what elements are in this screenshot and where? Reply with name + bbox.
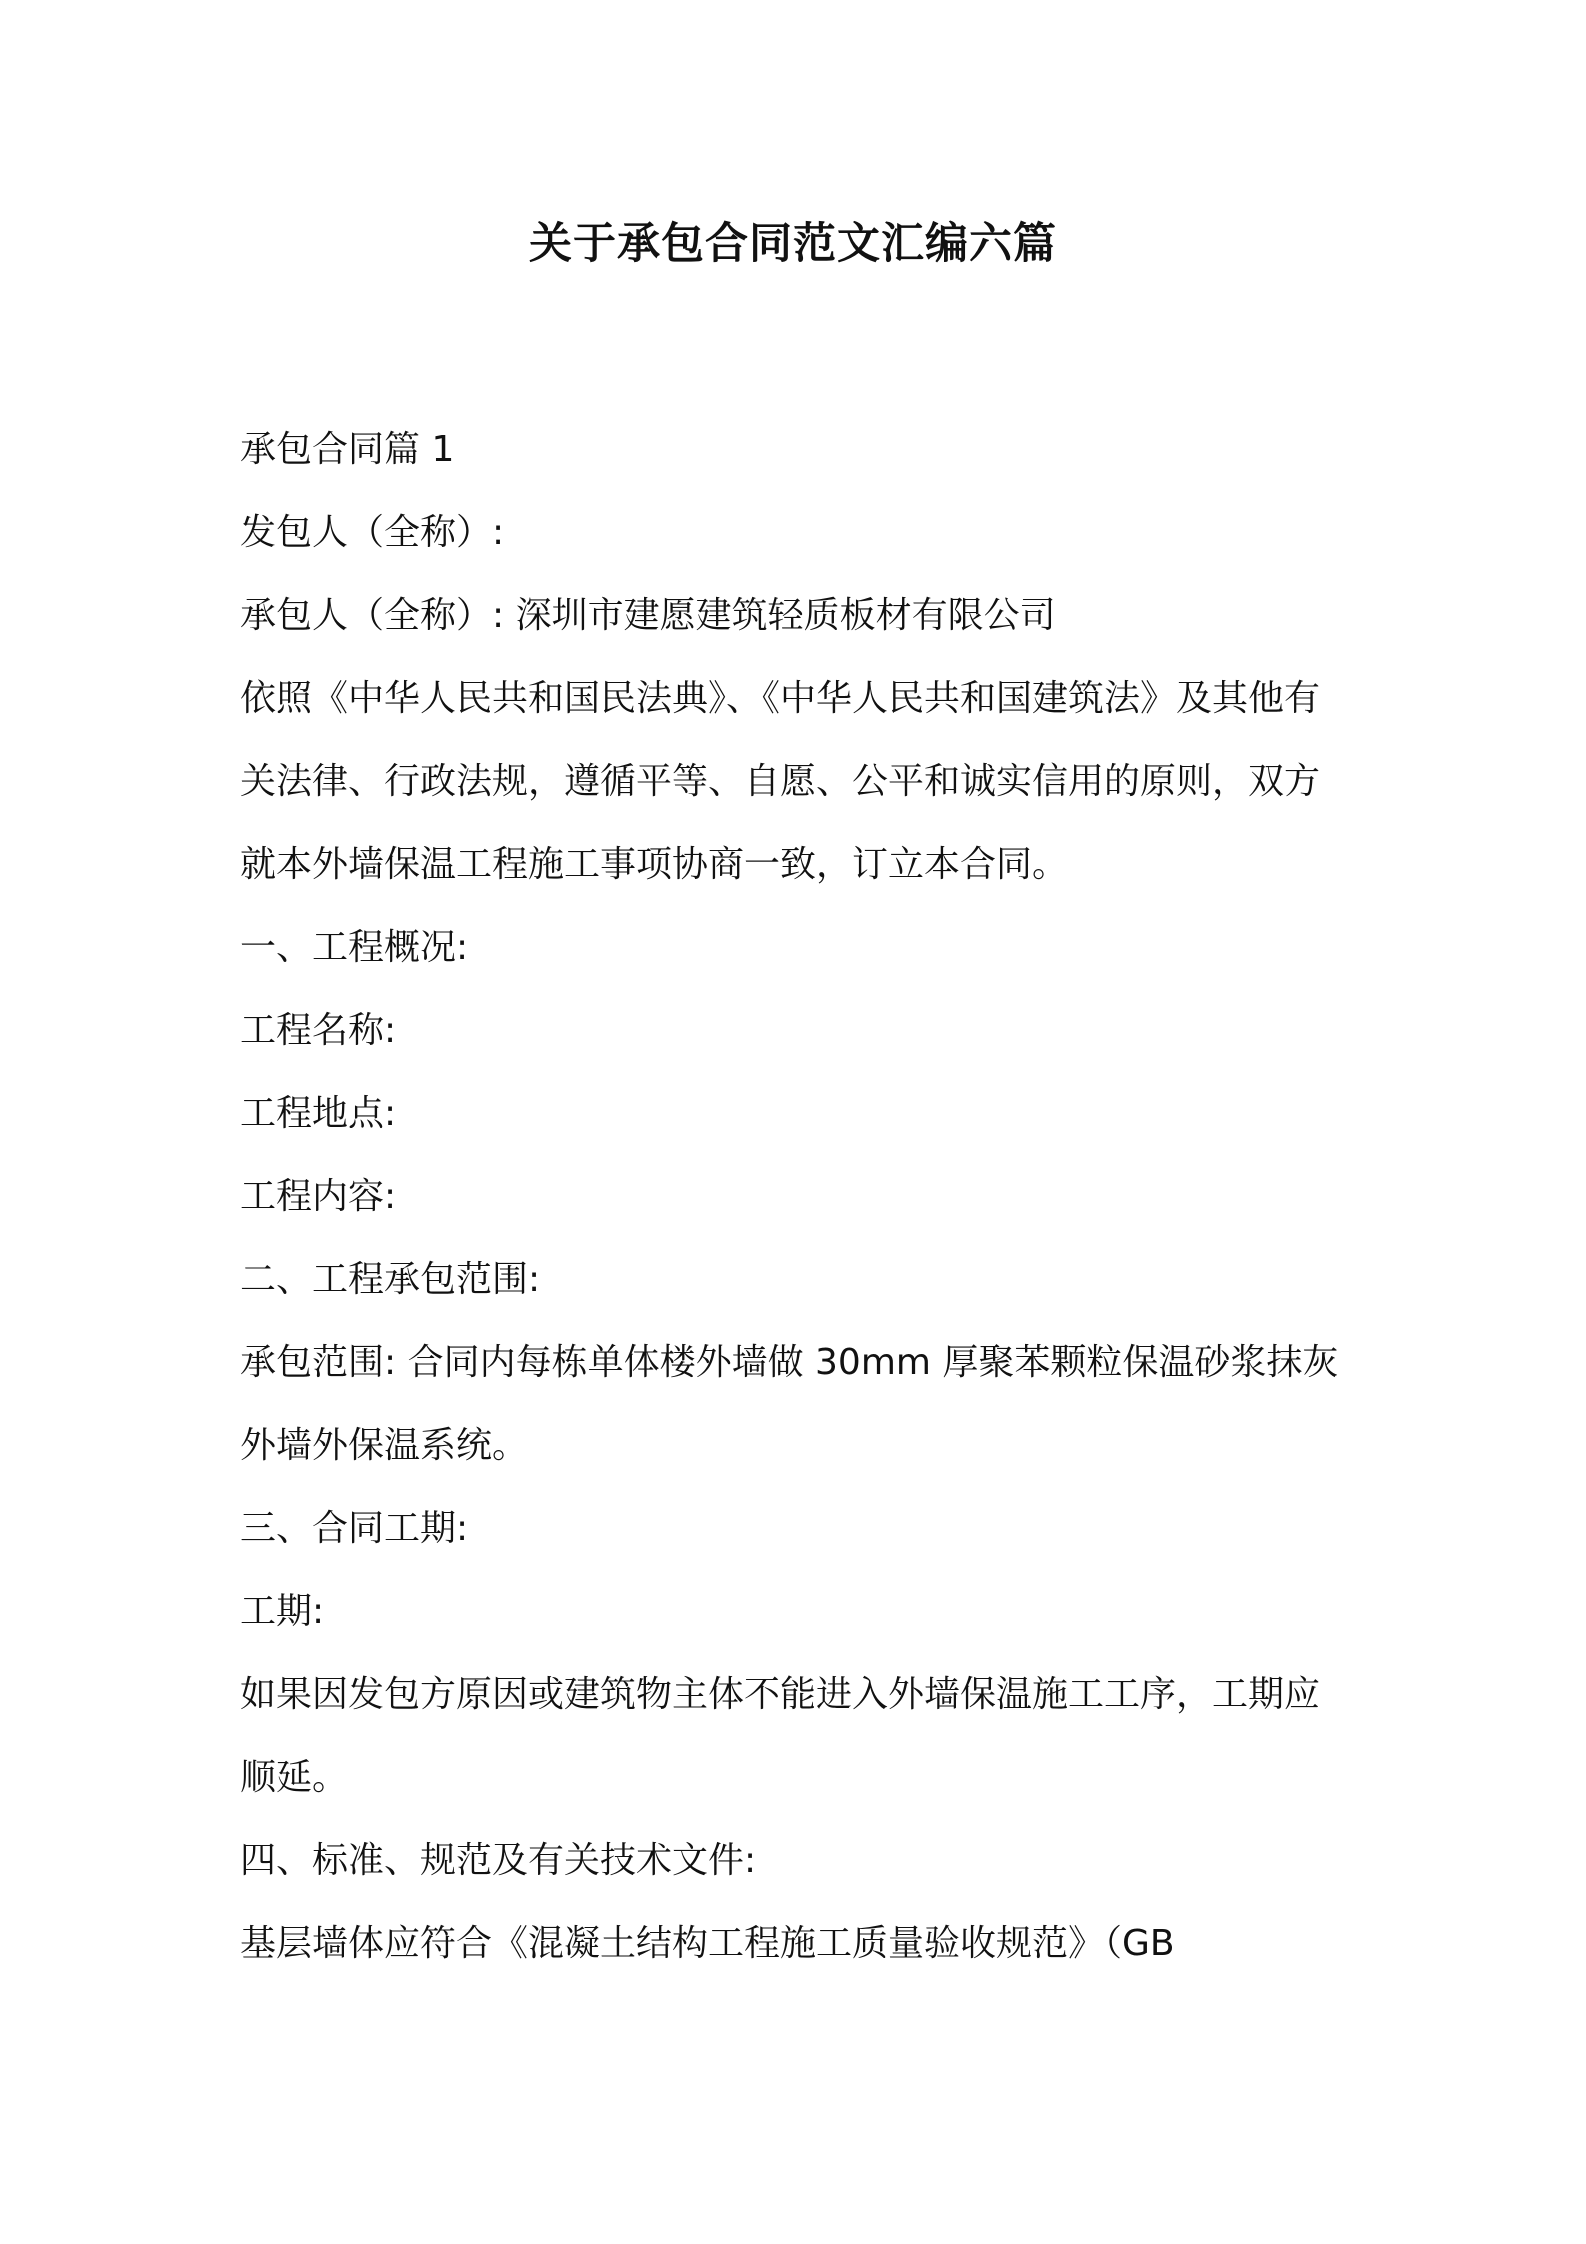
project-content-line: 工程内容:: [240, 1176, 397, 1217]
document-body: [240, 408, 1350, 1985]
project-location-line: 工程地点:: [240, 1093, 397, 1134]
contractor-line: 承包人（全称）: 深圳市建愿建筑轻质板材有限公司: [240, 595, 1056, 636]
duration-line: 工期:: [240, 1591, 325, 1632]
contract-heading: 承包合同篇 1: [240, 429, 455, 470]
scope-paragraph: 承包范围: 合同内每栋单体楼外墙做 30mm 厚聚苯颗粒保温砂浆抹灰外墙外保温系统。: [240, 1342, 1339, 1466]
document-title: 关于承包合同范文汇编六篇: [529, 219, 1057, 269]
section-heading-standards: 四、标准、规范及有关技术文件:: [240, 1840, 757, 1881]
standards-paragraph: 基层墙体应符合《混凝土结构工程施工质量验收规范》（GB: [240, 1923, 1175, 1964]
delay-paragraph: 如果因发包方原因或建筑物主体不能进入外墙保温施工工序，工期应顺延。: [240, 1674, 1321, 1798]
preamble-paragraph: 依照《中华人民共和国民法典》、《中华人民共和国建筑法》及其他有关法律、行政法规，遵循平等、自愿、公平和诚实信用的原则，双方就本外墙保温工程施工事项协商一致，订立本合同。: [240, 678, 1321, 885]
employer-line: 发包人（全称）:: [240, 512, 505, 553]
project-name-line: 工程名称:: [240, 1010, 397, 1051]
section-heading-scope: 二、工程承包范围:: [240, 1259, 541, 1300]
section-heading-project-overview: 一、工程概况:: [240, 927, 469, 968]
section-heading-duration: 三、合同工期:: [240, 1508, 469, 1549]
